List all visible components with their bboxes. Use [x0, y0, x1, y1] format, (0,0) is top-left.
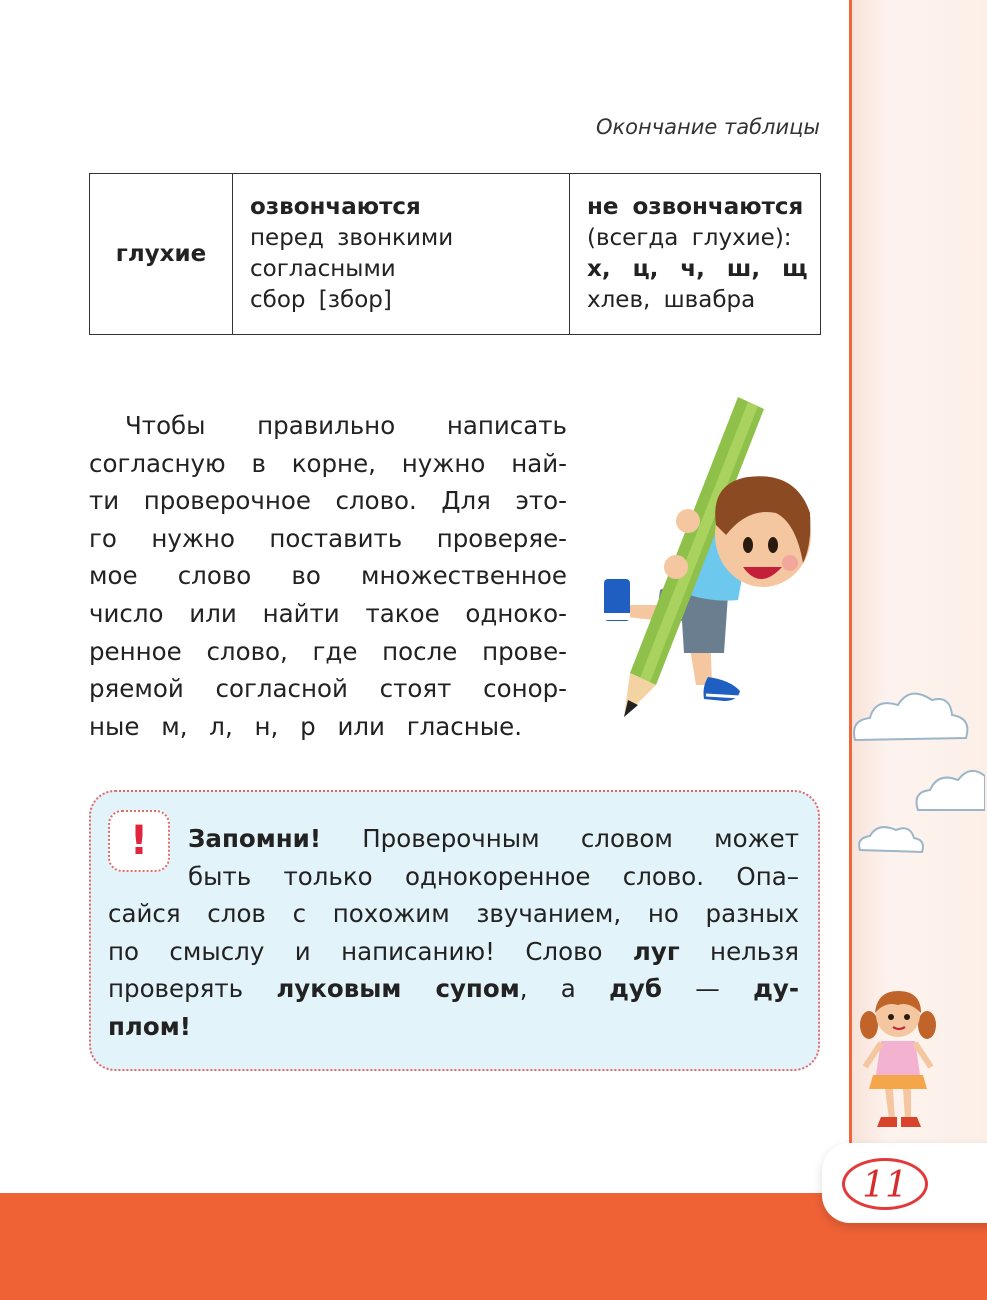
page-number: 11 [842, 1158, 928, 1210]
cell-voiced [233, 174, 570, 335]
cell-line: согласными [250, 256, 396, 282]
exclamation-icon: ! [108, 810, 170, 872]
memo-line: сайся слов с похожим звучанием, но разных [108, 899, 799, 928]
cell-example: сбор [збор] [250, 287, 392, 313]
girl-illustration [855, 985, 945, 1130]
remember-text [108, 820, 799, 1045]
memo-line: плом! [108, 1011, 191, 1041]
table-row [90, 174, 821, 335]
cell-title: не озвончаются [587, 194, 804, 220]
paragraph-line: Чтобы правильно написать [125, 411, 567, 440]
paragraph-line: го нужно поставить проверяе- [89, 523, 567, 553]
rule-paragraph [89, 407, 567, 745]
word-plom: плом [108, 1011, 180, 1041]
memo-line: быть только однокоренное слово. Опа– [188, 861, 799, 891]
row-header-voiceless: глухие [90, 174, 233, 335]
memo-line: проверять луковым супом, а дуб — ду- [108, 974, 799, 1003]
paragraph-line: ренное слово, где после прове- [89, 636, 567, 666]
cell-line: (всегда глухие): [587, 225, 792, 251]
boy-with-pencil-illustration [598, 395, 813, 720]
side-margin-strip [849, 0, 987, 1145]
paragraph-line: согласную в корне, нужно най- [89, 448, 567, 478]
paragraph-line: число или найти такое одноко- [89, 598, 567, 628]
cell-letters: х, ц, ч, ш, щ [587, 256, 808, 282]
paragraph-line: мое слово во множественное [89, 561, 567, 591]
cell-title: озвончаются [250, 194, 421, 220]
side-margin-line [849, 0, 852, 1150]
paragraph-line: ные м, л, н, р или гласные. [89, 711, 522, 741]
word-dub: дуб [609, 974, 662, 1003]
memo-line: по смыслу и написанию! Слово луг нельзя [108, 936, 800, 966]
cell-not-voiced [570, 174, 821, 335]
word-soup: луковым супом [276, 974, 520, 1003]
clouds-illustration [850, 680, 985, 860]
consonants-table [89, 173, 821, 335]
paragraph-line: ряемой согласной стоят сонор- [89, 674, 567, 704]
memo-line: Запомни! Проверочным словом может [188, 824, 799, 853]
cell-line: перед звонкими [250, 225, 454, 251]
remember-label: Запомни! [188, 824, 321, 853]
word-lug: луг [632, 936, 680, 966]
paragraph-line: ти проверочное слово. Для это- [89, 486, 567, 516]
table-caption: Окончание таблицы [595, 115, 820, 139]
cell-example: хлев, швабра [587, 287, 756, 313]
word-du: ду- [753, 974, 799, 1003]
